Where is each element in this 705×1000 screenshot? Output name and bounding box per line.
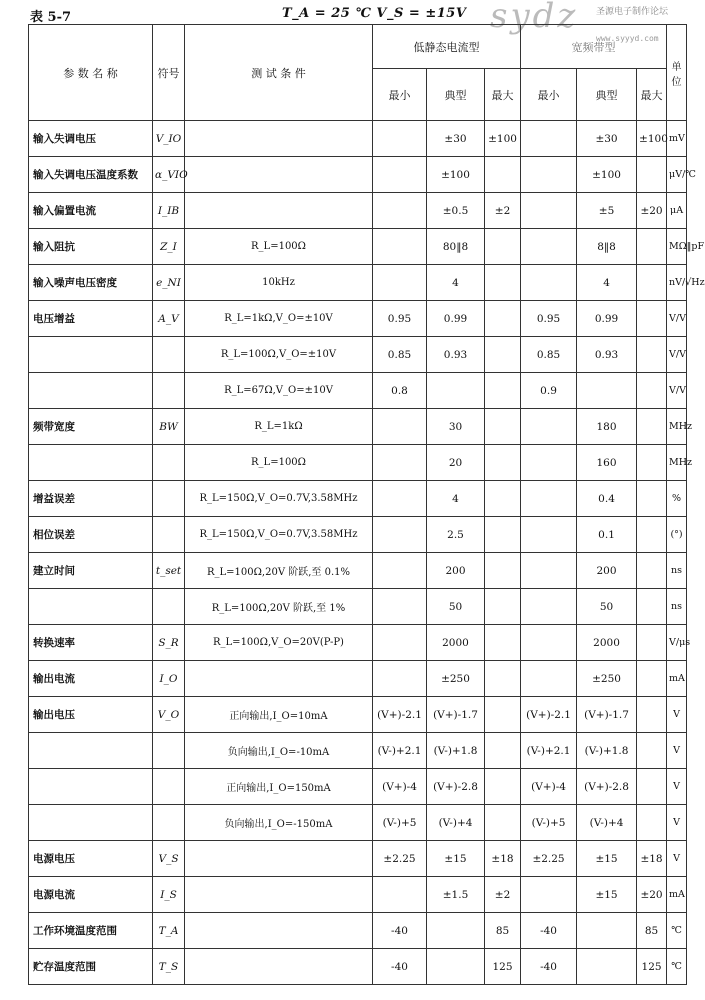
cell-typ2: (V-)+4 (577, 805, 637, 841)
cell-name: 频带宽度 (29, 409, 153, 445)
cell-typ1 (427, 913, 485, 949)
cell-unit: MHz (667, 409, 687, 445)
cell-max1: ±2 (485, 193, 521, 229)
cell-max1 (485, 481, 521, 517)
table-row (29, 157, 687, 193)
cell-typ2: 200 (577, 553, 637, 589)
cell-min2 (521, 445, 577, 481)
cell-max2: ±100 (637, 121, 667, 157)
cell-sym: V_IO (153, 121, 185, 157)
cell-typ2: (V+)-1.7 (577, 697, 637, 733)
cell-max1 (485, 265, 521, 301)
cell-min1 (373, 481, 427, 517)
table-row (29, 805, 687, 841)
cell-typ1: ±100 (427, 157, 485, 193)
test-conditions: T_A = 25 ℃ V_S = ±15V (282, 6, 467, 21)
cell-max2 (637, 697, 667, 733)
cell-sym: V_S (153, 841, 185, 877)
cell-sym (153, 769, 185, 805)
cell-cond (185, 157, 373, 193)
cell-max1: 85 (485, 913, 521, 949)
cell-min1: 0.85 (373, 337, 427, 373)
cell-name (29, 733, 153, 769)
cell-name (29, 769, 153, 805)
cell-min2: 0.95 (521, 301, 577, 337)
cell-max2 (637, 445, 667, 481)
cell-typ1: 0.93 (427, 337, 485, 373)
cell-unit: (°) (667, 517, 687, 553)
table-row (29, 193, 687, 229)
cell-typ1: 2000 (427, 625, 485, 661)
cell-max1 (485, 445, 521, 481)
cell-min1: 0.8 (373, 373, 427, 409)
cell-max1 (485, 409, 521, 445)
cell-cond (185, 841, 373, 877)
cell-typ2: ±100 (577, 157, 637, 193)
cell-sym: I_S (153, 877, 185, 913)
cell-max2 (637, 589, 667, 625)
table-row (29, 913, 687, 949)
cell-max2: ±20 (637, 877, 667, 913)
table-row (29, 589, 687, 625)
cell-max2 (637, 661, 667, 697)
cell-sym: A_V (153, 301, 185, 337)
cell-typ2: 50 (577, 589, 637, 625)
cell-sym: t_set (153, 553, 185, 589)
cell-unit: V (667, 697, 687, 733)
table-row (29, 409, 687, 445)
cell-name: 输入偏置电流 (29, 193, 153, 229)
cell-name: 工作环境温度范围 (29, 913, 153, 949)
cell-max1 (485, 661, 521, 697)
cell-min1 (373, 157, 427, 193)
cell-sym: e_NI (153, 265, 185, 301)
header-param: 参 数 名 称 (29, 25, 153, 121)
cell-unit: V/V (667, 373, 687, 409)
cell-name: 输出电压 (29, 697, 153, 733)
cell-max1 (485, 373, 521, 409)
cell-max1 (485, 733, 521, 769)
cell-min2: 0.85 (521, 337, 577, 373)
table-row (29, 481, 687, 517)
table-row (29, 877, 687, 913)
cell-cond: R_L=100Ω,20V 阶跃,至 1% (185, 589, 373, 625)
cell-cond: 正向输出,I_O=150mA (185, 769, 373, 805)
cell-cond (185, 913, 373, 949)
cell-min1 (373, 589, 427, 625)
cell-unit: nV/√Hz (667, 265, 687, 301)
cell-typ2: 180 (577, 409, 637, 445)
cell-typ2 (577, 949, 637, 985)
cell-unit: V/V (667, 301, 687, 337)
cell-sym: I_O (153, 661, 185, 697)
cell-sym: S_R (153, 625, 185, 661)
cell-name: 增益误差 (29, 481, 153, 517)
cell-typ2: 0.99 (577, 301, 637, 337)
cell-min2 (521, 265, 577, 301)
cell-min2: 0.9 (521, 373, 577, 409)
header-max1: 最大 (485, 69, 521, 121)
cell-min1: (V+)-2.1 (373, 697, 427, 733)
cell-name: 输入失调电压温度系数 (29, 157, 153, 193)
cell-min1 (373, 625, 427, 661)
cell-max2: ±18 (637, 841, 667, 877)
cell-min1 (373, 229, 427, 265)
watermark-site: 圣源电子制作论坛 (596, 7, 669, 17)
cell-unit: V (667, 841, 687, 877)
cell-typ2: 8‖8 (577, 229, 637, 265)
cell-max1 (485, 157, 521, 193)
table-row (29, 841, 687, 877)
cell-typ1: 30 (427, 409, 485, 445)
table-row (29, 373, 687, 409)
table-row (29, 949, 687, 985)
cell-sym: T_A (153, 913, 185, 949)
cell-min2 (521, 625, 577, 661)
table-row (29, 553, 687, 589)
header-min2: 最小 (521, 69, 577, 121)
cell-cond: R_L=100Ω (185, 229, 373, 265)
cell-cond: R_L=150Ω,V_O=0.7V,3.58MHz (185, 481, 373, 517)
cell-unit: % (667, 481, 687, 517)
cell-max2 (637, 769, 667, 805)
cell-typ2: 0.93 (577, 337, 637, 373)
cell-min2: ±2.25 (521, 841, 577, 877)
cell-unit: V (667, 769, 687, 805)
header-group1: 低静态电流型 (373, 25, 521, 69)
cell-max2 (637, 301, 667, 337)
table-body (29, 121, 705, 985)
cell-name: 电源电流 (29, 877, 153, 913)
cell-typ2: (V-)+1.8 (577, 733, 637, 769)
cell-max2 (637, 409, 667, 445)
cell-typ1: 200 (427, 553, 485, 589)
cell-min2 (521, 229, 577, 265)
cell-typ2 (577, 913, 637, 949)
cell-name: 输出电流 (29, 661, 153, 697)
cell-typ1: ±250 (427, 661, 485, 697)
cell-typ1: ±0.5 (427, 193, 485, 229)
cell-sym: Z_I (153, 229, 185, 265)
cell-max2: 85 (637, 913, 667, 949)
cell-typ2: ±250 (577, 661, 637, 697)
cell-unit: ns (667, 589, 687, 625)
table-row (29, 229, 687, 265)
cell-min2 (521, 193, 577, 229)
cell-unit: ℃ (667, 913, 687, 949)
cell-sym (153, 481, 185, 517)
cell-min2: -40 (521, 949, 577, 985)
cell-name (29, 337, 153, 373)
cell-min2: (V+)-2.1 (521, 697, 577, 733)
cell-cond: 负向输出,I_O=-150mA (185, 805, 373, 841)
cell-min1: (V-)+2.1 (373, 733, 427, 769)
cell-min1 (373, 445, 427, 481)
cell-typ1: 80‖8 (427, 229, 485, 265)
cell-max2: ±20 (637, 193, 667, 229)
cell-cond: R_L=100Ω,V_O=±10V (185, 337, 373, 373)
cell-typ2: ±30 (577, 121, 637, 157)
cell-typ1: ±1.5 (427, 877, 485, 913)
cell-max2 (637, 481, 667, 517)
cell-typ2: 0.1 (577, 517, 637, 553)
cell-unit: mA (667, 661, 687, 697)
cell-cond: 正向输出,I_O=10mA (185, 697, 373, 733)
cell-max2 (637, 157, 667, 193)
cell-typ1: 2.5 (427, 517, 485, 553)
cell-name: 建立时间 (29, 553, 153, 589)
cell-typ2: 2000 (577, 625, 637, 661)
cell-min1: -40 (373, 913, 427, 949)
cell-cond (185, 193, 373, 229)
cell-typ1 (427, 373, 485, 409)
cell-name: 输入阻抗 (29, 229, 153, 265)
cell-unit: μA (667, 193, 687, 229)
cell-sym (153, 805, 185, 841)
cell-min1 (373, 193, 427, 229)
cell-cond (185, 949, 373, 985)
cell-max1 (485, 697, 521, 733)
cell-min1 (373, 409, 427, 445)
table-row (29, 769, 687, 805)
cell-typ2: 0.4 (577, 481, 637, 517)
cell-sym (153, 373, 185, 409)
cell-min2 (521, 157, 577, 193)
cell-max1 (485, 229, 521, 265)
cell-typ1: (V+)-1.7 (427, 697, 485, 733)
cell-name (29, 805, 153, 841)
table-row (29, 697, 687, 733)
cell-typ1: (V-)+4 (427, 805, 485, 841)
cell-typ1: ±30 (427, 121, 485, 157)
table-row (29, 625, 687, 661)
table-number: 表 5-7 (30, 10, 72, 25)
cell-name: 转换速率 (29, 625, 153, 661)
cell-max2 (637, 733, 667, 769)
table-row (29, 265, 687, 301)
cell-min1: (V+)-4 (373, 769, 427, 805)
cell-typ2: ±15 (577, 841, 637, 877)
header-cond: 测 试 条 件 (185, 25, 373, 121)
cell-cond: 10kHz (185, 265, 373, 301)
cell-name: 电源电压 (29, 841, 153, 877)
cell-max1 (485, 301, 521, 337)
cell-unit: mV (667, 121, 687, 157)
cell-max1: ±18 (485, 841, 521, 877)
cell-cond: R_L=100Ω (185, 445, 373, 481)
cell-name: 输入失调电压 (29, 121, 153, 157)
cell-name: 电压增益 (29, 301, 153, 337)
cell-unit: V (667, 805, 687, 841)
cell-typ2 (577, 373, 637, 409)
header-group2: 宽频带型 (521, 25, 667, 69)
cell-min1 (373, 877, 427, 913)
cell-cond: R_L=100Ω,V_O=20V(P-P) (185, 625, 373, 661)
cell-min2 (521, 589, 577, 625)
cell-max1 (485, 589, 521, 625)
cell-max2 (637, 337, 667, 373)
cell-sym: α_VIO (153, 157, 185, 193)
cell-max1: 125 (485, 949, 521, 985)
cell-cond (185, 661, 373, 697)
cell-max2 (637, 373, 667, 409)
cell-typ1 (427, 949, 485, 985)
cell-cond (185, 877, 373, 913)
cell-max1 (485, 625, 521, 661)
cell-cond: R_L=1kΩ,V_O=±10V (185, 301, 373, 337)
cell-max1 (485, 805, 521, 841)
cell-min1 (373, 517, 427, 553)
table-row (29, 301, 687, 337)
cell-cond: 负向输出,I_O=-10mA (185, 733, 373, 769)
cell-max1: ±100 (485, 121, 521, 157)
cell-max2 (637, 517, 667, 553)
cell-sym (153, 517, 185, 553)
cell-unit: MΩ‖pF (667, 229, 687, 265)
cell-unit: mA (667, 877, 687, 913)
cell-min1 (373, 661, 427, 697)
cell-min1: (V-)+5 (373, 805, 427, 841)
cell-unit: MHz (667, 445, 687, 481)
cell-name: 输入噪声电压密度 (29, 265, 153, 301)
cell-max1: ±2 (485, 877, 521, 913)
table-row (29, 445, 687, 481)
cell-max2 (637, 805, 667, 841)
cell-max2 (637, 625, 667, 661)
cell-max1 (485, 553, 521, 589)
cell-cond: R_L=67Ω,V_O=±10V (185, 373, 373, 409)
cell-unit: V (667, 733, 687, 769)
cell-typ1: (V-)+1.8 (427, 733, 485, 769)
cell-typ1: ±15 (427, 841, 485, 877)
cell-min2 (521, 409, 577, 445)
watermark-logo: sydz (490, 0, 579, 36)
cell-unit: ℃ (667, 949, 687, 985)
cell-min2 (521, 877, 577, 913)
cell-min2: (V+)-4 (521, 769, 577, 805)
cell-max1 (485, 517, 521, 553)
cell-min1: ±2.25 (373, 841, 427, 877)
cell-name (29, 373, 153, 409)
cell-sym (153, 337, 185, 373)
cell-max1 (485, 337, 521, 373)
cell-cond: R_L=1kΩ (185, 409, 373, 445)
cell-name (29, 589, 153, 625)
cell-min2: (V-)+5 (521, 805, 577, 841)
cell-min2 (521, 121, 577, 157)
watermark-url: www.syyyd.com (596, 34, 659, 43)
cell-name: 贮存温度范围 (29, 949, 153, 985)
cell-typ1: (V+)-2.8 (427, 769, 485, 805)
table-row (29, 337, 687, 373)
cell-max2 (637, 553, 667, 589)
spec-table (28, 24, 705, 985)
header-typ2: 典型 (577, 69, 637, 121)
cell-min2 (521, 553, 577, 589)
cell-typ1: 4 (427, 265, 485, 301)
header-min1: 最小 (373, 69, 427, 121)
cell-min2: (V-)+2.1 (521, 733, 577, 769)
cell-name: 相位误差 (29, 517, 153, 553)
cell-min2 (521, 661, 577, 697)
cell-sym: T_S (153, 949, 185, 985)
table-row (29, 517, 687, 553)
cell-min1: -40 (373, 949, 427, 985)
cell-typ1: 4 (427, 481, 485, 517)
table-row (29, 121, 687, 157)
cell-name (29, 445, 153, 481)
cell-typ2: 4 (577, 265, 637, 301)
cell-max2 (637, 265, 667, 301)
cell-max2: 125 (637, 949, 667, 985)
cell-min2 (521, 481, 577, 517)
cell-sym (153, 733, 185, 769)
cell-cond (185, 121, 373, 157)
cell-sym: V_O (153, 697, 185, 733)
cell-min1 (373, 121, 427, 157)
cell-unit: μV/℃ (667, 157, 687, 193)
cell-sym (153, 445, 185, 481)
cell-min2 (521, 517, 577, 553)
cell-min1: 0.95 (373, 301, 427, 337)
cell-typ1: 0.99 (427, 301, 485, 337)
cell-typ2: 160 (577, 445, 637, 481)
table-row (29, 733, 687, 769)
cell-sym: BW (153, 409, 185, 445)
cell-min1 (373, 265, 427, 301)
cell-max2 (637, 229, 667, 265)
header-unit: 单 位 (667, 25, 687, 121)
cell-cond: R_L=100Ω,20V 阶跃,至 0.1% (185, 553, 373, 589)
table-row (29, 661, 687, 697)
header-sym: 符号 (153, 25, 185, 121)
cell-unit: V/V (667, 337, 687, 373)
cell-sym: I_IB (153, 193, 185, 229)
cell-max1 (485, 769, 521, 805)
cell-typ2: ±5 (577, 193, 637, 229)
cell-min2: -40 (521, 913, 577, 949)
cell-typ1: 50 (427, 589, 485, 625)
cell-unit: ns (667, 553, 687, 589)
cell-typ1: 20 (427, 445, 485, 481)
cell-typ2: (V+)-2.8 (577, 769, 637, 805)
cell-min1 (373, 553, 427, 589)
cell-unit: V/μs (667, 625, 687, 661)
cell-cond: R_L=150Ω,V_O=0.7V,3.58MHz (185, 517, 373, 553)
header-max2: 最大 (637, 69, 667, 121)
header-typ1: 典型 (427, 69, 485, 121)
cell-typ2: ±15 (577, 877, 637, 913)
cell-sym (153, 589, 185, 625)
